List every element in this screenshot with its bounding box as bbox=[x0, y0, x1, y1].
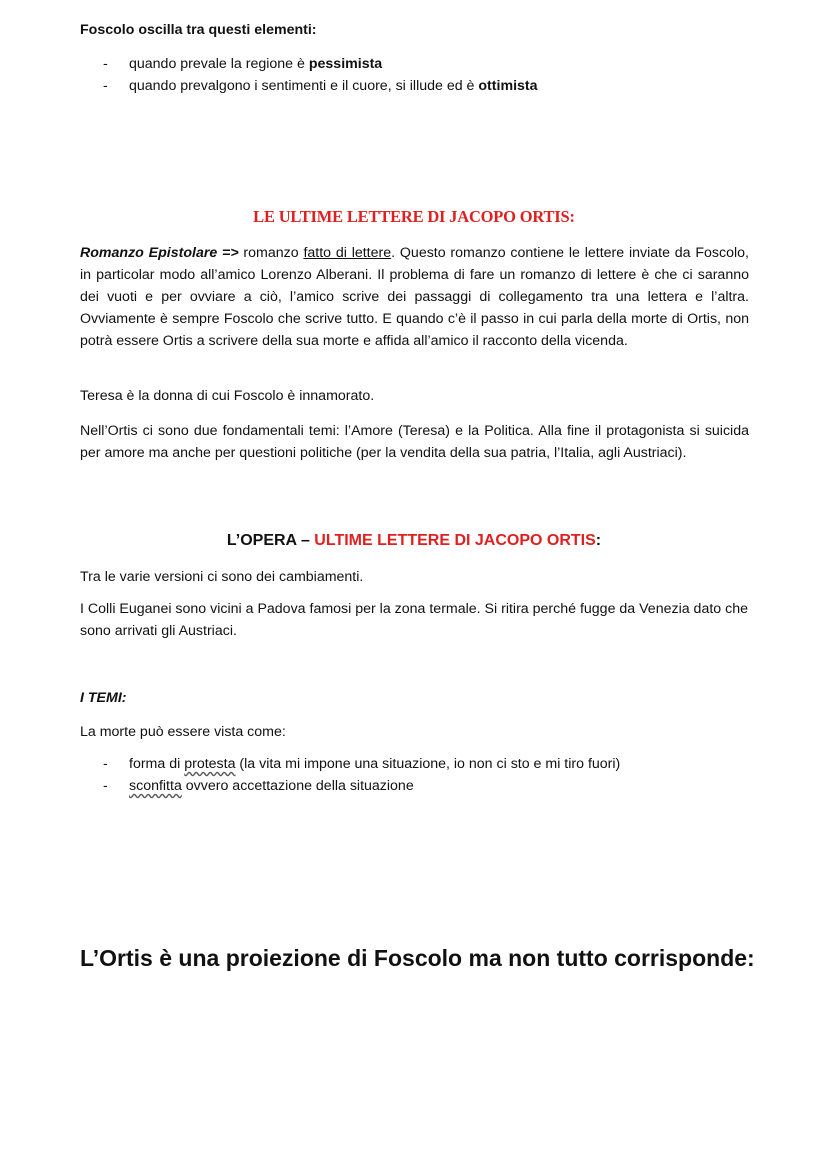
list-item-text: quando prevale la regione è bbox=[129, 56, 309, 72]
list-item-text: forma di bbox=[129, 756, 185, 772]
title-black-part: L’OPERA – bbox=[226, 532, 315, 549]
list-item-text: quando prevalgono i sentimenti e il cuore, si illude ed è bbox=[129, 78, 479, 94]
underlined-term: fatto di lettere bbox=[303, 245, 392, 261]
list-item bbox=[80, 53, 749, 75]
ortis-projection-heading: L’Ortis è una proiezione di Foscolo ma non tutto corrisponde: bbox=[80, 945, 755, 971]
list-item bbox=[80, 75, 749, 97]
morte-list bbox=[80, 753, 749, 797]
spellcheck-word: sconfitta bbox=[129, 778, 182, 794]
dash-marker: - bbox=[103, 756, 108, 772]
list-item-bold: pessimista bbox=[308, 56, 383, 72]
list-item bbox=[80, 753, 749, 775]
oscillation-intro: Foscolo oscilla tra questi elementi: bbox=[80, 22, 317, 38]
teresa-paragraph: Teresa è la donna di cui Foscolo è innamorato. bbox=[80, 388, 375, 404]
section-title-ultime-lettere: LE ULTIME LETTERE DI JACOPO ORTIS: bbox=[253, 207, 575, 226]
dash-marker: - bbox=[103, 78, 108, 94]
morte-intro: La morte può essere vista come: bbox=[80, 724, 286, 740]
title-colon: : bbox=[595, 532, 602, 549]
themes-paragraph: Nell’Ortis ci sono due fondamentali temi: l’Amore (Teresa) e la Politica. Alla fine il protagonista si suicida per amore ma anche per questioni politiche (per la vendita della sua patria, l’Italia, agli Austriaci). bbox=[80, 423, 749, 461]
oscillation-list bbox=[80, 53, 749, 97]
list-item-text: ovvero accettazione della situazione bbox=[181, 778, 414, 794]
epistolary-paragraph bbox=[80, 242, 749, 352]
dash-marker: - bbox=[103, 56, 108, 72]
text-run: . Questo romanzo contiene le lettere inviate da Foscolo, in particolar modo all’amico Lorenzo Alberani. Il problema di fare un romanzo di lettere è che ci saranno dei vuoti e per ovviare a ciò, l’amico scrive dei passaggi di collegamento tra una lettera e l’altra. Ovviamente è sempre Foscolo che scrive tutto. E quando c’è il passo in cui parla della morte di Ortis, non potrà essere Ortis a scrivere della sua morte e affida all’amico il racconto della vicenda. bbox=[80, 245, 749, 349]
colli-euganei-paragraph: I Colli Euganei sono vicini a Padova famosi per la zona termale. Si ritira perché fugge da Venezia dato che sono arrivati gli Austriaci. bbox=[80, 601, 748, 639]
list-item-text: (la vita mi impone una situazione, io non ci sto e mi tiro fuori) bbox=[235, 756, 621, 772]
text-run: romanzo bbox=[238, 245, 304, 261]
list-item-bold: ottimista bbox=[478, 78, 538, 94]
lead-term: Romanzo Epistolare => bbox=[80, 245, 239, 261]
list-item bbox=[80, 775, 749, 797]
section-title-opera bbox=[0, 532, 828, 550]
title-red-part: ULTIME LETTERE DI JACOPO ORTIS bbox=[314, 532, 596, 549]
versions-paragraph: Tra le varie versioni ci sono dei cambiamenti. bbox=[80, 569, 364, 585]
spellcheck-word: protesta bbox=[184, 756, 236, 772]
temi-heading: I TEMI: bbox=[80, 690, 127, 706]
dash-marker: - bbox=[103, 778, 108, 794]
